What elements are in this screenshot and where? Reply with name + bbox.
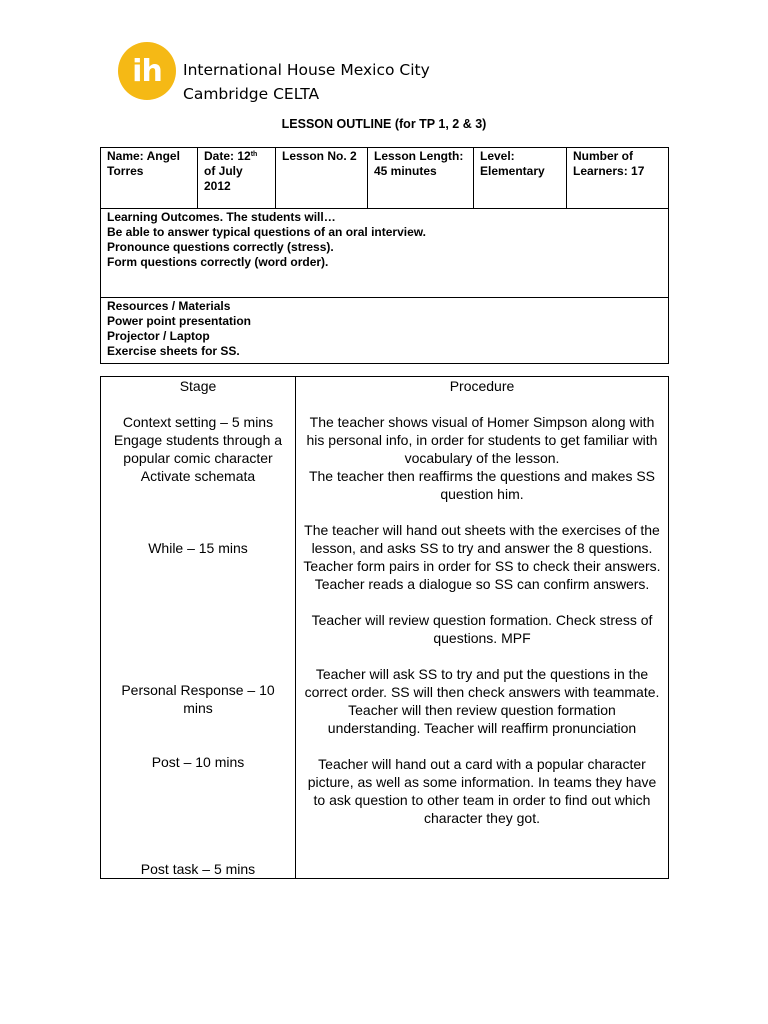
- resources-heading: Resources / Materials: [107, 299, 231, 313]
- logo-text: ih: [132, 53, 162, 89]
- list-item: Form questions correctly (word order).: [107, 255, 329, 269]
- outcomes-heading: Learning Outcomes. The students will…: [107, 210, 336, 224]
- date-cell: Date: 12th of July 2012: [198, 148, 276, 209]
- lesson-no-cell: Lesson No. 2: [276, 148, 368, 209]
- org-name: International House Mexico City: [183, 61, 430, 79]
- lesson-length-cell: Lesson Length: 45 minutes: [368, 148, 474, 209]
- lesson-info-table: [100, 147, 669, 364]
- name-cell: Name: Angel Torres: [101, 148, 198, 209]
- list-item: Exercise sheets for SS.: [107, 344, 240, 358]
- learning-outcomes: [101, 209, 669, 298]
- list-item: Pronounce questions correctly (stress).: [107, 240, 334, 254]
- ih-logo: [118, 42, 176, 100]
- stage-header: Stage: [179, 378, 217, 394]
- list-item: Projector / Laptop: [107, 329, 210, 343]
- resources-materials: [101, 298, 669, 364]
- learners-cell: Number of Learners: 17: [567, 148, 669, 209]
- procedure-header: Procedure: [449, 378, 515, 394]
- list-item: Power point presentation: [107, 314, 252, 328]
- program-name: Cambridge CELTA: [183, 85, 320, 103]
- table-row: Procedure The teacher shows visual of Homer Simpson along with his personal info, in order for students to get familiar with vocabulary of the lesson. The teacher then reaffirms the questions and makes SS question him. The teacher will hand out sheets with the exercises of the lesson, and asks SS to try and answer the 8 questions. Teacher form pairs in order for SS to check their answers. Teacher reads a dialogue so SS can confirm answers. Teacher will review question formation. Check stress of questions. MPF Teacher will ask SS to try and put the questions in the correct order. SS will then check answers with teammate. Teacher will then review question formation understanding. Teacher will reaffirm pronunciation Teacher will hand out a card with a popular character picture, as well as some information. In teams they have to ask question to other team in order to find out which character they got.: [296, 377, 669, 879]
- page-title: LESSON OUTLINE (for TP 1, 2 & 3): [281, 117, 487, 131]
- level-cell: Level: Elementary: [474, 148, 567, 209]
- procedure-table: [100, 376, 669, 879]
- table-row: Stage Context setting – 5 mins Engage students through a popular comic character Activate schemata While – 15 mins Personal Response – 10 mins Post – 10 mins Post task – 5 mins: [101, 377, 296, 879]
- list-item: Be able to answer typical questions of an oral interview.: [107, 225, 426, 239]
